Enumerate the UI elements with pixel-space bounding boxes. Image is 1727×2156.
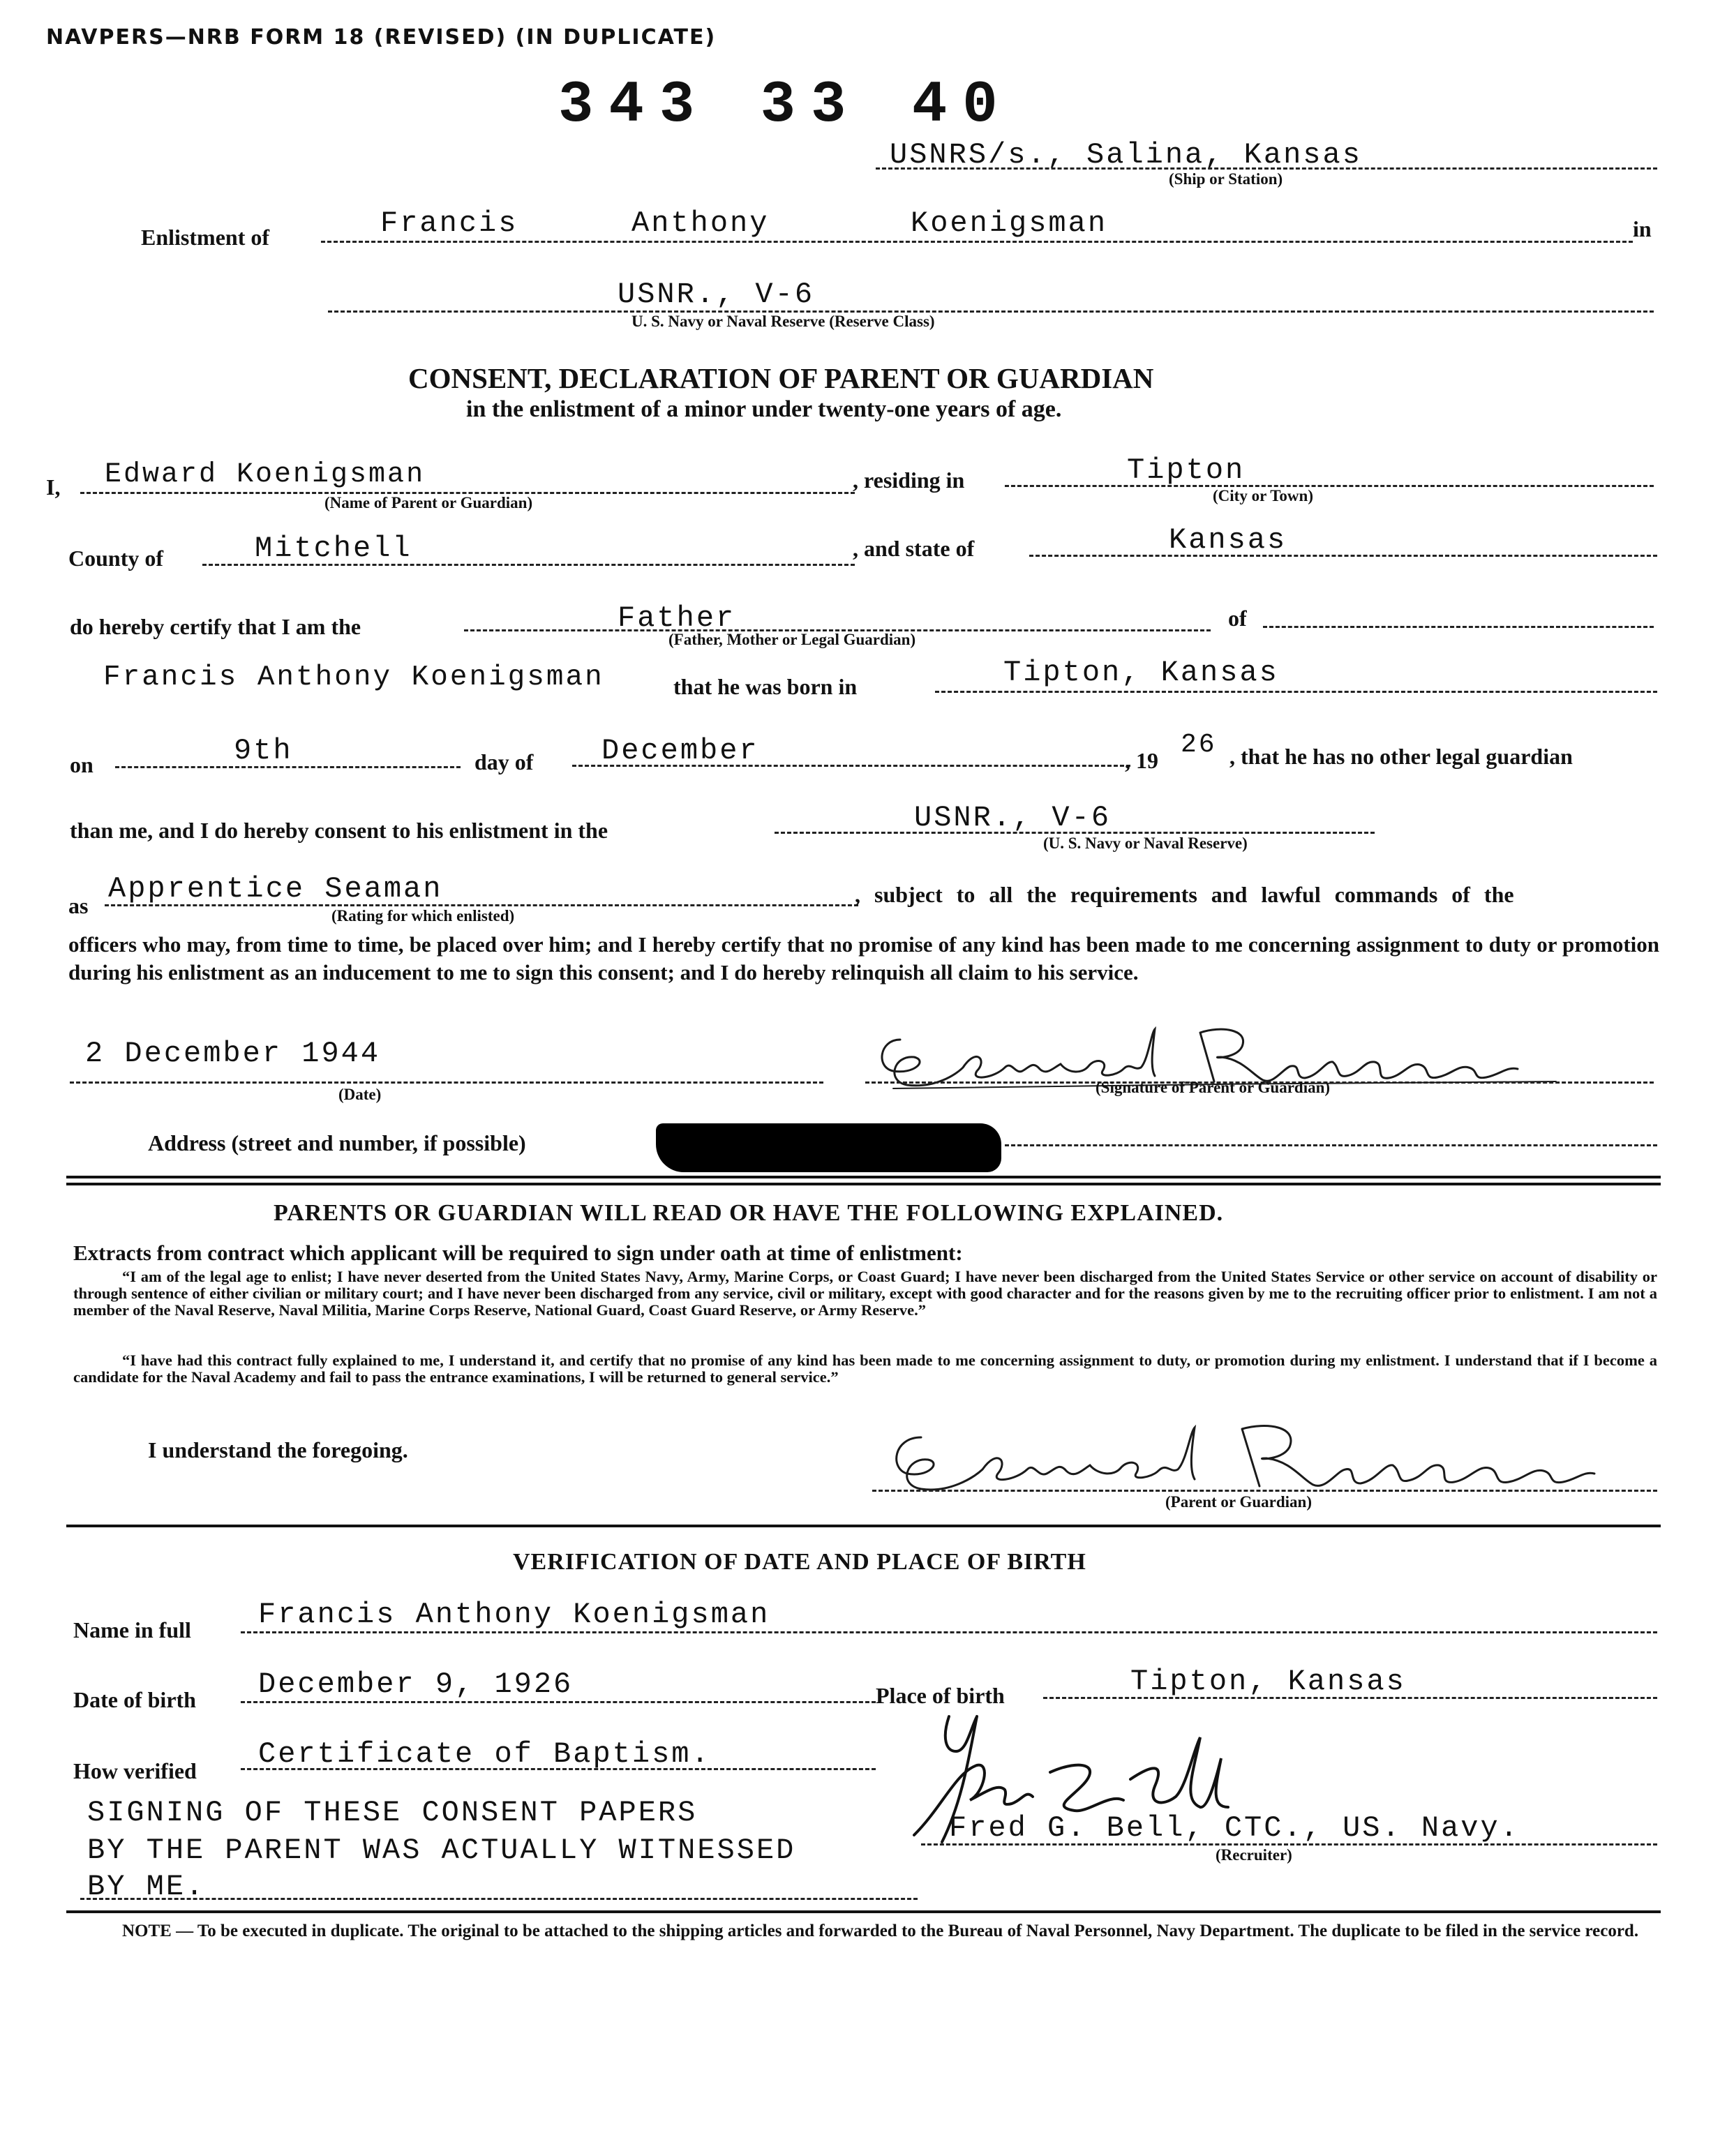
recruiter-name: Fred G. Bell, CTC., US. Navy. (949, 1811, 1520, 1845)
relation-caption: (Father, Mother or Legal Guardian) (668, 631, 916, 648)
than-label: than me, and I do hereby consent to his enlistment in the (70, 818, 608, 843)
service-caption: (U. S. Navy or Naval Reserve) (1043, 834, 1248, 852)
pob-label: Place of birth (876, 1683, 1005, 1708)
branch-caption: U. S. Navy or Naval Reserve (Reserve Class) (631, 313, 935, 330)
enlistee-first-name: Francis (380, 207, 518, 240)
enlistee-last-name: Koenigsman (911, 207, 1108, 240)
enlistment-branch: USNR., V-6 (618, 278, 815, 311)
contract-quote-2: “I have had this contract fully explained to me, I understand it, and certify that no promise of any kind has been made to me concerning assignment to duty, or promotion during my enlistment. I understand that if I become a candidate for the Naval Academy and fail to pass the entrance examinations, I will be returned to general service.” (73, 1352, 1657, 1386)
i-label: I, (46, 474, 61, 500)
relation-value: Father (618, 601, 736, 635)
understand-label: I understand the foregoing. (148, 1437, 408, 1462)
minor-name: Francis Anthony Koenigsman (103, 661, 604, 694)
rating-caption: (Rating for which enlisted) (331, 907, 515, 924)
in-label: in (1633, 216, 1652, 241)
county-value: Mitchell (255, 532, 412, 565)
footer-note: NOTE — To be executed in duplicate. The original to be attached to the shipping articles and forwarded to the Bureau of Naval Personnel, Navy Department. The duplicate to be filed in the service record. (122, 1922, 1639, 1940)
date-caption: (Date) (338, 1086, 382, 1103)
city-caption: (City or Town) (1213, 487, 1313, 504)
witness-line-2: BY THE PARENT WAS ACTUALLY WITNESSED (87, 1834, 796, 1867)
dob-label: Date of birth (73, 1687, 196, 1712)
pob-value: Tipton, Kansas (1130, 1665, 1406, 1698)
form-subtitle: in the enlistment of a minor under twenty-one years of age. (466, 396, 1062, 422)
certify-label: do hereby certify that I am the (70, 614, 361, 639)
birth-day: 9th (234, 734, 293, 768)
consent-body: officers who may, from time to time, be placed over him; and I hereby certify that no promise of any kind has been made to me concerning assignment to duty or promotion during his enlistment as an inducement to me to sign this consent; and I do hereby relinquish all claim to his service. (68, 932, 1659, 985)
parent-name: Edward Koenigsman (105, 459, 426, 491)
explained-heading: PARENTS OR GUARDIAN WILL READ OR HAVE THE FOLLOWING EXPLAINED. (274, 1200, 1224, 1226)
consent-date: 2 December 1944 (85, 1037, 381, 1070)
address-label: Address (street and number, if possible) (148, 1130, 526, 1155)
subject-label: , subject to all the requirements and lawful commands of the (855, 882, 1514, 907)
born-label: that he was born in (673, 674, 858, 699)
signature-caption: (Signature of Parent or Guardian) (1096, 1079, 1331, 1096)
how-verified-label: How verified (73, 1758, 197, 1783)
state-label: , and state of (853, 536, 975, 561)
contract-quote-1: “I am of the legal age to enlist; I have never deserted from the United States Navy, Army, Marine Corps, or Coast Guard; I have never been discharged from the United States Service or other service on account of disability or through sentence of either civilian or military court; and I have never been discharged from any service, civil or military, except with good character and for the reasons given by me to the recruiting officer prior to enlistment. I am not a member of the Naval Reserve, Naval Militia, Marine Corps Reserve, National Guard, Coast Guard Reserve, or Army Reserve.” (73, 1268, 1657, 1319)
witness-line-3: BY ME. (87, 1870, 206, 1903)
as-label: as (68, 893, 89, 918)
form-title: CONSENT, DECLARATION OF PARENT OR GUARDIAN (408, 362, 1154, 394)
form-id: NAVPERS—NRB FORM 18 (REVISED) (IN DUPLICATE) (46, 25, 717, 50)
explained-intro: Extracts from contract which applicant will be required to sign under oath at time of enlistment: (73, 1241, 963, 1265)
on-label: on (70, 752, 94, 777)
recruiter-caption: (Recruiter) (1216, 1846, 1292, 1864)
enlistee-middle-name: Anthony (631, 207, 770, 240)
dob-value: December 9, 1926 (258, 1668, 574, 1701)
verification-heading: VERIFICATION OF DATE AND PLACE OF BIRTH (513, 1549, 1086, 1575)
day-of-label: day of (474, 749, 534, 774)
of-label: of (1228, 606, 1247, 631)
how-verified-value: Certificate of Baptism. (258, 1737, 711, 1771)
parent-guardian-caption: (Parent or Guardian) (1165, 1493, 1312, 1511)
enlistment-label: Enlistment of (141, 225, 269, 250)
residing-label: , residing in (853, 467, 965, 493)
witness-line-1: SIGNING OF THESE CONSENT PAPERS (87, 1796, 698, 1829)
name-in-full-value: Francis Anthony Koenigsman (258, 1598, 770, 1631)
service-value: USNR., V-6 (914, 801, 1112, 834)
parent-signature-2 (879, 1416, 1619, 1500)
station-caption: (Ship or Station) (1169, 170, 1283, 188)
legal-guardian-label: , that he has no other legal guardian (1229, 744, 1573, 769)
redacted-address (656, 1123, 1001, 1172)
year-prefix: , 19 (1125, 748, 1158, 773)
name-in-full-label: Name in full (73, 1617, 191, 1642)
city-value: Tipton (1127, 454, 1246, 487)
rating-value: Apprentice Seaman (108, 872, 443, 906)
parent-name-caption: (Name of Parent or Guardian) (324, 494, 533, 511)
state-value: Kansas (1169, 523, 1287, 557)
birth-year-suffix: 26 (1181, 730, 1217, 760)
service-number: 343 33 40 (558, 73, 1013, 139)
station-value: USNRS/s., Salina, Kansas (890, 138, 1362, 172)
county-label: County of (68, 546, 164, 571)
birth-month: December (601, 734, 759, 768)
birthplace-value: Tipton, Kansas (1003, 656, 1279, 689)
